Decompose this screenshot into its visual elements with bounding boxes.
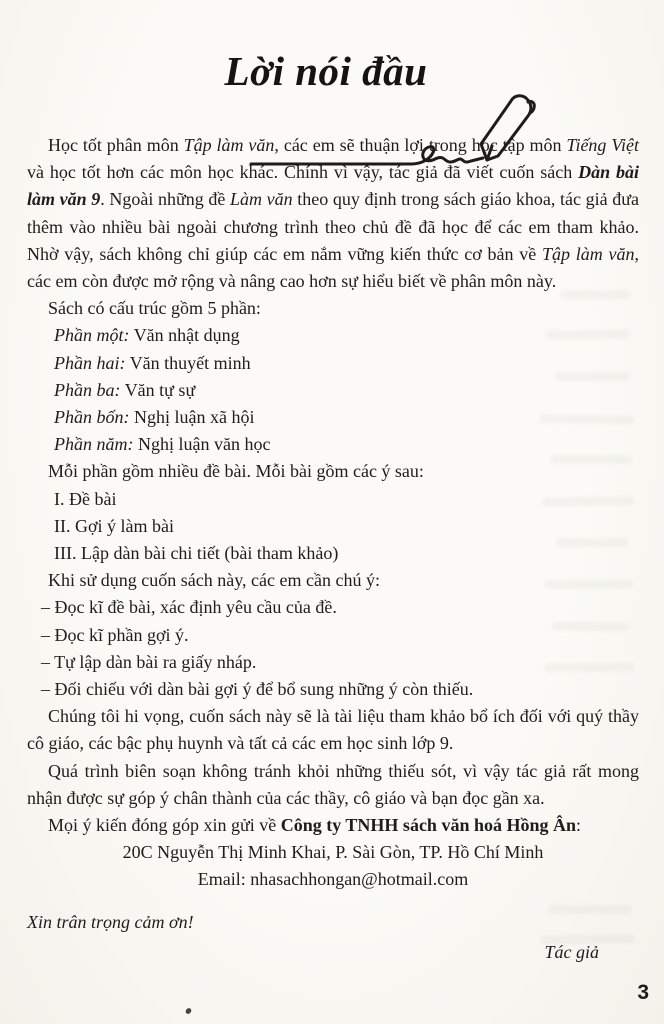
outline-item: III. Lập dàn bài chi tiết (bài tham khảo) [54, 543, 339, 564]
each-part-note: Mỗi phần gồm nhiều đề bài. Mỗi bài gồm các ý sau: [48, 461, 424, 482]
tip-item: – Đọc kĩ đề bài, xác định yêu cầu của đề. [41, 597, 337, 618]
contact-address: 20C Nguyễn Thị Minh Khai, P. Sài Gòn, TP. Hồ Chí Minh [122, 842, 544, 863]
ink-speck [185, 1007, 193, 1015]
contact-colon: : [575, 815, 581, 836]
preface-header [0, 48, 664, 126]
text-run: . Ngoài những đề [100, 189, 230, 210]
part-text: Nghị luận xã hội [134, 407, 255, 428]
part-label: Phần bốn: [54, 407, 130, 428]
thanks-line: Xin trân trọng cảm ơn! [27, 911, 194, 932]
hope-paragraph: Chúng tôi hi vọng, cuốn sách này sẽ là tài liệu tham khảo bổ ích đối với quý thầy cô giáo, các bậc phụ huynh và tất cả các em học sinh lớp 9. [27, 706, 639, 754]
part-text: Văn nhật dụng [133, 325, 240, 346]
part-item [54, 350, 639, 377]
part-label: Phần năm: [54, 434, 134, 455]
part-label: Phần ba: [54, 379, 121, 400]
text-run-italic: Tập làm văn [542, 243, 635, 264]
tip-item: – Tự lập dàn bài ra giấy nháp. [41, 651, 257, 672]
apology-paragraph: Quá trình biên soạn không tránh khỏi những thiếu sót, vì vậy tác giả rất mong nhận được sự góp ý chân thành của các thầy, cô giáo và bạn đọc gần xa. [27, 760, 639, 808]
text-run: , các em còn được mở rộng và nâng cao hơn sự hiểu biết về phân môn này. [27, 243, 639, 292]
part-label: Phần hai: [54, 352, 126, 373]
book-title-run: Dàn bài làm văn 9 [27, 162, 639, 210]
parts-list [27, 322, 639, 458]
part-label: Phần một: [54, 325, 130, 346]
text-run: và học tốt hơn các môn học khác. Chính vì vậy, tác giả đã viết cuốn sách [27, 162, 579, 183]
part-text: Văn thuyết minh [129, 352, 251, 373]
text-run: Học tốt phân môn [48, 135, 184, 155]
usage-note: Khi sử dụng cuốn sách này, các em cần chú ý: [48, 570, 380, 591]
tip-item: – Đọc kĩ phần gợi ý. [41, 624, 189, 645]
structure-note: Sách có cấu trúc gồm 5 phần: [48, 298, 261, 319]
part-text: Nghị luận văn học [138, 434, 271, 455]
text-run-italic: Tập làm văn [183, 135, 275, 155]
contact-line [27, 812, 639, 839]
author-signature: Tác giả [544, 941, 599, 962]
company-name: Công ty TNHH sách văn hoá Hồng Ân [280, 815, 576, 836]
text-run-italic: Tiếng Việt [566, 135, 639, 155]
page-title: Lời nói đầu [224, 48, 428, 94]
part-text: Văn tự sự [124, 379, 196, 400]
pen-underline-icon [243, 92, 573, 192]
tip-item: – Đối chiếu với dàn bài gợi ý để bổ sung những ý còn thiếu. [41, 679, 474, 700]
text-run-italic: Làm văn [229, 189, 293, 210]
contact-email: Email: nhasachhongan@hotmail.com [197, 869, 469, 890]
contact-prefix: Mọi ý kiến đóng góp xin gửi về [48, 815, 281, 836]
outline-item: I. Đề bài [54, 488, 117, 509]
text-run: theo quy định trong sách giáo khoa, tác giả đưa thêm vào nhiều bài ngoài chương trình theo chủ đề đã học để các em tham khảo. Nhờ vậy, sách không chỉ giúp các em nắm vững kiến thức cơ bản về [27, 189, 639, 264]
outline-item: II. Gợi ý làm bài [54, 515, 174, 536]
part-item [54, 431, 639, 458]
usage-tips-list [27, 594, 639, 703]
part-item [54, 377, 639, 404]
text-run: , các em sẽ thuận lợi trong học tập môn [274, 135, 567, 155]
page-number: 3 [637, 980, 649, 1004]
